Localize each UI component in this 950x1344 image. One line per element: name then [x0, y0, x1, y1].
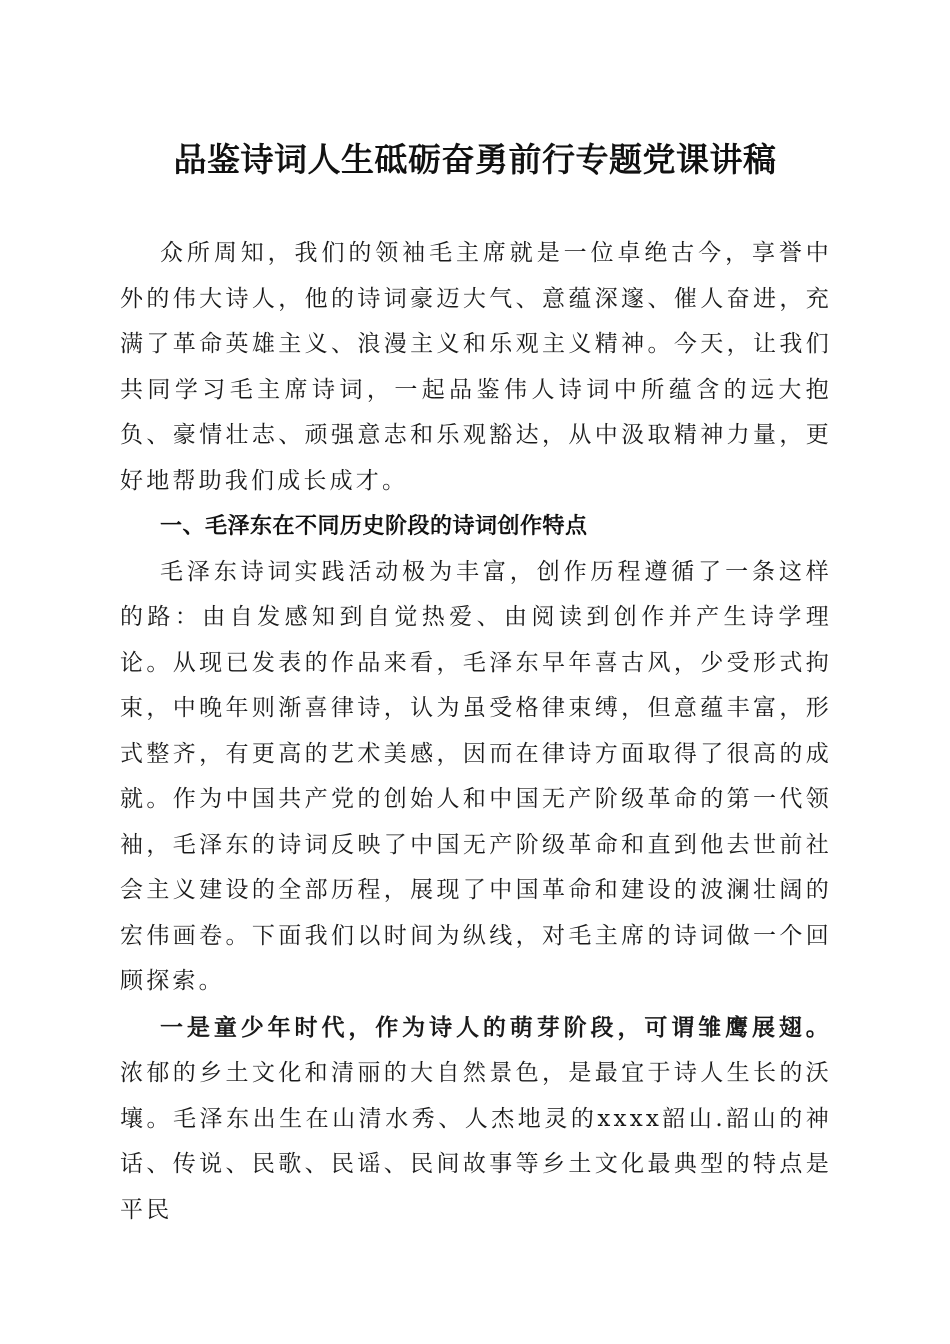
stage-paragraph	[120, 1005, 832, 1234]
document-body	[120, 231, 832, 1233]
stage-lead-text: 一是童少年时代，作为诗人的萌芽阶段，可谓雏鹰展翅。	[160, 1013, 832, 1041]
intro-paragraph: 众所周知，我们的领袖毛主席就是一位卓绝古今，享誉中外的伟大诗人，他的诗词豪迈大气、意蕴深邃、催人奋进，充满了革命英雄主义、浪漫主义和乐观主义精神。今天，让我们共同学习毛主席诗词，一起品鉴伟人诗词中所蕴含的远大抱负、豪情壮志、顽强意志和乐观豁达，从中汲取精神力量，更好地帮助我们成长成才。	[120, 240, 832, 494]
document-title: 品鉴诗词人生砥砺奋勇前行专题党课讲稿	[173, 140, 777, 179]
section-paragraph: 毛泽东诗词实践活动极为丰富，创作历程遵循了一条这样的路：由自发感知到自觉热爱、由阅读到创作并产生诗学理论。从现已发表的作品来看，毛泽东早年喜古风，少受形式拘束，中晚年则渐喜律诗，认为虽受格律束缚，但意蕴丰富，形式整齐，有更高的艺术美感，因而在律诗方面取得了很高的成就。作为中国共产党的创始人和中国无产阶级革命的第一代领袖，毛泽东的诗词反映了中国无产阶级革命和直到他去世前社会主义建设的全部历程，展现了中国革命和建设的波澜壮阔的宏伟画卷。下面我们以时间为纵线，对毛主席的诗词做一个回顾探索。	[120, 558, 832, 994]
stage-body-text: 浓郁的乡土文化和清丽的大自然景色，是最宜于诗人生长的沃壤。毛泽东出生在山清水秀、人杰地灵的xxxx韶山.韶山的神话、传说、民歌、民谣、民间故事等乡土文化最典型的特点是平民	[120, 1060, 832, 1223]
section-heading: 一、毛泽东在不同历史阶段的诗词创作特点	[160, 514, 588, 539]
